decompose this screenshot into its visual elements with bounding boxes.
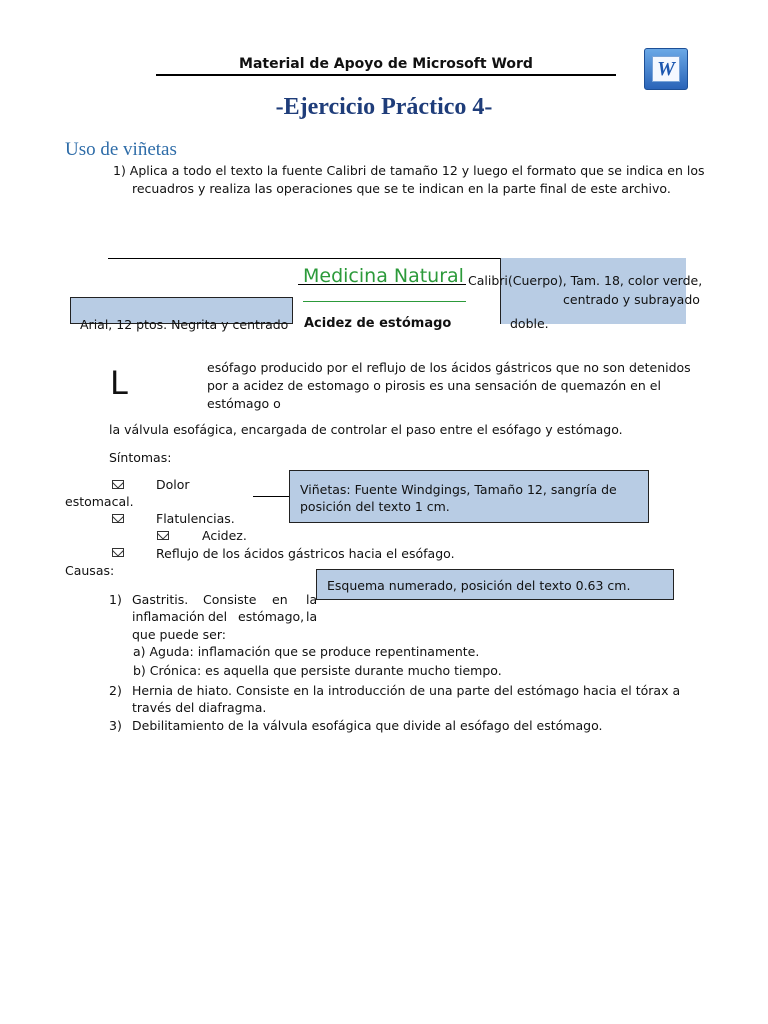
- symptoms-label: Síntomas:: [109, 450, 172, 465]
- instruction-line-2: recuadros y realiza las operaciones que se te indican en la parte final de este archivo.: [132, 181, 671, 196]
- calibri-note-line-1: Calibri(Cuerpo), Tam. 18, color verde,: [468, 273, 703, 288]
- paragraph-line-2: por a acidez de estomago o pirosis es una sensación de quemazón en el: [207, 378, 661, 393]
- symptoms-note-line-1: Viñetas: Fuente Windgings, Tamaño 12, sangría de: [300, 482, 617, 497]
- cause-2-line-2: través del diafragma.: [132, 700, 267, 715]
- word-logo-icon: [644, 48, 688, 90]
- cause-1-word: la: [306, 592, 318, 607]
- cause-number-1: 1): [109, 592, 122, 607]
- cause-1-line-3: que puede ser:: [132, 627, 227, 642]
- symptom-item-3: Acidez.: [202, 528, 247, 543]
- causes-label: Causas:: [65, 563, 115, 578]
- cause-1-word: la: [306, 609, 318, 624]
- envelope-bullet-icon: [112, 514, 124, 523]
- cause-1-word: inflamación: [132, 609, 205, 624]
- envelope-bullet-icon: [157, 531, 169, 540]
- envelope-bullet-icon: [112, 480, 124, 489]
- subtitle: Acidez de estómago: [304, 316, 452, 331]
- symptom-item-4: Reflujo de los ácidos gástricos hacia el esófago.: [156, 546, 455, 561]
- symptom-item-2: Flatulencias.: [156, 511, 235, 526]
- calibri-note-box: [500, 258, 686, 324]
- arial-note: Arial, 12 ptos. Negrita y centrado: [80, 317, 289, 332]
- paragraph-line-1: esófago producido por el reflujo de los ácidos gástricos que no son detenidos: [207, 360, 691, 375]
- green-title: Medicina Natural: [303, 265, 464, 287]
- instruction-line-1: 1) Aplica a todo el texto la fuente Calibri de tamaño 12 y luego el formato que se indica en los: [113, 163, 705, 178]
- cause-1-sub-a: a) Aguda: inflamación que se produce repentinamente.: [133, 644, 480, 659]
- paragraph-line-3: estómago o: [207, 396, 281, 411]
- document-header-title: Material de Apoyo de Microsoft Word: [239, 56, 533, 72]
- calibri-note-line-3: doble.: [510, 316, 549, 331]
- cause-number-3: 3): [109, 718, 122, 733]
- symptom-connector-line: [253, 496, 289, 497]
- header-underline: [156, 74, 616, 76]
- page-title: -Ejercicio Práctico 4-: [275, 94, 493, 120]
- cause-2-line-1: Hernia de hiato. Consiste en la introducción de una parte del estómago hacia el tórax a: [132, 683, 681, 698]
- green-title-underline-2: [303, 301, 466, 302]
- calibri-note-line-2: centrado y subrayado: [563, 292, 700, 307]
- section-title: Uso de viñetas: [65, 139, 177, 160]
- cause-number-2: 2): [109, 683, 122, 698]
- cause-1-sub-b: b) Crónica: es aquella que persiste durante mucho tiempo.: [133, 663, 502, 678]
- cause-3: Debilitamiento de la válvula esofágica que divide al esófago del estómago.: [132, 718, 603, 733]
- cause-1-word: estómago,: [238, 609, 305, 624]
- green-title-underline-1: [298, 284, 466, 285]
- symptom-item-1: Dolor: [156, 477, 190, 492]
- cause-1-word: del: [208, 609, 228, 624]
- paragraph-line-4: la válvula esofágica, encargada de controlar el paso entre el esófago y estómago.: [109, 422, 623, 437]
- causes-note: Esquema numerado, posición del texto 0.63 cm.: [327, 578, 631, 593]
- cause-1-word: Gastritis.: [132, 592, 189, 607]
- drop-cap: L: [110, 364, 128, 402]
- symptom-item-1-continuation: estomacal.: [65, 494, 134, 509]
- word-logo-letter: W: [652, 56, 680, 82]
- cause-1-word: en: [272, 592, 288, 607]
- envelope-bullet-icon: [112, 548, 124, 557]
- cause-1-word: Consiste: [203, 592, 257, 607]
- symptoms-note-line-2: posición del texto 1 cm.: [300, 499, 450, 514]
